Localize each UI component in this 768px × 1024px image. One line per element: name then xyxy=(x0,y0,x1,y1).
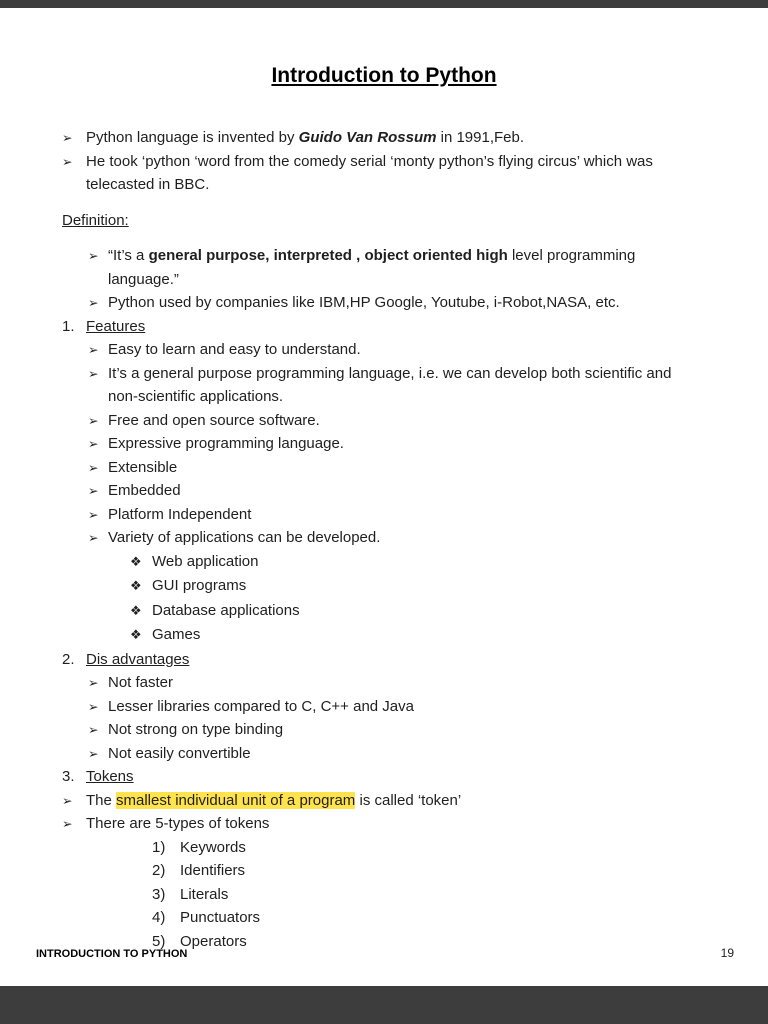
diamond-bullet-item xyxy=(0,550,768,575)
bullet-item xyxy=(0,150,768,197)
line-text: Extensible xyxy=(108,458,178,476)
footer-running-head: INTRODUCTION TO PYTHON xyxy=(36,948,188,960)
list-number: 3. xyxy=(62,768,75,785)
document-title: Introduction to Python xyxy=(271,64,497,87)
bullet-item xyxy=(0,695,768,719)
line-text: Python used by companies like IBM,HP Google, Youtube, i-Robot,NASA, etc. xyxy=(108,294,620,311)
list-number: 5) xyxy=(152,932,166,950)
section-heading xyxy=(0,209,768,233)
bullet-item xyxy=(0,291,768,315)
numbered-list-item xyxy=(0,859,768,883)
line-text: Definition: xyxy=(62,211,129,229)
numbered-section-heading xyxy=(0,765,768,789)
bullet-item xyxy=(0,789,768,813)
arrow-bullet-icon: ➢ xyxy=(88,248,99,263)
list-number: 1) xyxy=(152,838,166,856)
footer-page-number: 19 xyxy=(720,946,734,960)
line-text: “It’s a general purpose, interpreted , object oriented high level programming language.” xyxy=(108,247,636,288)
bullet-item xyxy=(0,456,768,480)
arrow-bullet-icon: ➢ xyxy=(88,698,99,714)
line-text: The smallest individual unit of a program is called ‘token’ xyxy=(86,791,462,809)
list-number: 2. xyxy=(62,650,75,668)
line-text: Lesser libraries compared to C, C++ and Java xyxy=(108,697,414,715)
document-content xyxy=(0,126,768,953)
list-number: 2) xyxy=(152,862,166,879)
page-footer xyxy=(36,946,734,960)
list-number: 4) xyxy=(152,909,166,926)
bullet-item xyxy=(0,671,768,695)
arrow-bullet-icon: ➢ xyxy=(88,342,99,357)
list-number: 3) xyxy=(152,885,166,903)
line-text: There are 5-types of tokens xyxy=(86,815,270,832)
line-text: Database applications xyxy=(152,601,300,619)
arrow-bullet-icon: ➢ xyxy=(88,530,99,545)
line-text: Punctuators xyxy=(180,909,261,926)
bullet-item xyxy=(0,526,768,550)
line-text: Variety of applications can be developed. xyxy=(108,529,381,546)
line-text: He took ‘python ‘word from the comedy serial ‘monty python’s flying circus’ which was telecasted in BBC. xyxy=(86,152,653,193)
line-text: Tokens xyxy=(86,768,134,785)
line-text: Keywords xyxy=(180,838,246,856)
bullet-item xyxy=(0,409,768,433)
line-text: Literals xyxy=(180,885,229,903)
line-text: Not strong on type binding xyxy=(108,721,284,738)
bullet-item xyxy=(0,432,768,456)
line-text: Identifiers xyxy=(180,862,246,879)
numbered-list-item xyxy=(0,883,768,907)
arrow-bullet-icon: ➢ xyxy=(62,792,73,808)
line-text: Features xyxy=(86,317,146,335)
bullet-item xyxy=(0,718,768,742)
arrow-bullet-icon: ➢ xyxy=(62,816,73,831)
line-text: Not easily convertible xyxy=(108,744,251,762)
line-text: Platform Independent xyxy=(108,505,252,523)
numbered-section-heading xyxy=(0,648,768,672)
bullet-item xyxy=(0,338,768,362)
arrow-bullet-icon: ➢ xyxy=(88,675,99,690)
bullet-item xyxy=(0,812,768,836)
line-text: Operators xyxy=(180,932,247,950)
arrow-bullet-icon: ➢ xyxy=(88,295,99,310)
line-text: Free and open source software. xyxy=(108,411,320,429)
line-text: GUI programs xyxy=(152,577,247,594)
bullet-item xyxy=(0,244,768,291)
numbered-section-heading xyxy=(0,315,768,339)
arrow-bullet-icon: ➢ xyxy=(88,745,99,761)
diamond-bullet-icon: ❖ xyxy=(130,603,142,619)
diamond-bullet-icon: ❖ xyxy=(130,579,142,594)
diamond-bullet-item xyxy=(0,574,768,599)
line-text: Embedded xyxy=(108,482,181,499)
line-text: Easy to learn and easy to understand. xyxy=(108,341,361,358)
arrow-bullet-icon: ➢ xyxy=(88,365,99,381)
arrow-bullet-icon: ➢ xyxy=(88,506,99,522)
arrow-bullet-icon: ➢ xyxy=(88,483,99,498)
bullet-item xyxy=(0,479,768,503)
numbered-list-item xyxy=(0,906,768,930)
bullet-item xyxy=(0,503,768,527)
arrow-bullet-icon: ➢ xyxy=(88,412,99,428)
line-text: Python language is invented by Guido Van Rossum in 1991,Feb. xyxy=(86,129,525,146)
numbered-list-item xyxy=(0,836,768,860)
bullet-item xyxy=(0,742,768,766)
line-text: Dis advantages xyxy=(86,650,190,668)
diamond-bullet-icon: ❖ xyxy=(130,628,142,643)
line-text: Web application xyxy=(152,552,259,570)
line-text: Expressive programming language. xyxy=(108,435,344,452)
list-number: 1. xyxy=(62,317,75,335)
diamond-bullet-item xyxy=(0,623,768,648)
diamond-bullet-item xyxy=(0,599,768,624)
bullet-item xyxy=(0,362,768,409)
arrow-bullet-icon: ➢ xyxy=(62,153,73,169)
arrow-bullet-icon: ➢ xyxy=(88,722,99,737)
arrow-bullet-icon: ➢ xyxy=(62,130,73,145)
bullet-item xyxy=(0,126,768,150)
arrow-bullet-icon: ➢ xyxy=(88,459,99,475)
line-text: Games xyxy=(152,626,201,643)
diamond-bullet-icon: ❖ xyxy=(130,554,142,570)
arrow-bullet-icon: ➢ xyxy=(88,436,99,451)
line-text: Not faster xyxy=(108,674,174,691)
line-text: It’s a general purpose programming language, i.e. we can develop both scientific and non-scientific applications. xyxy=(108,364,672,405)
document-page xyxy=(0,8,768,986)
